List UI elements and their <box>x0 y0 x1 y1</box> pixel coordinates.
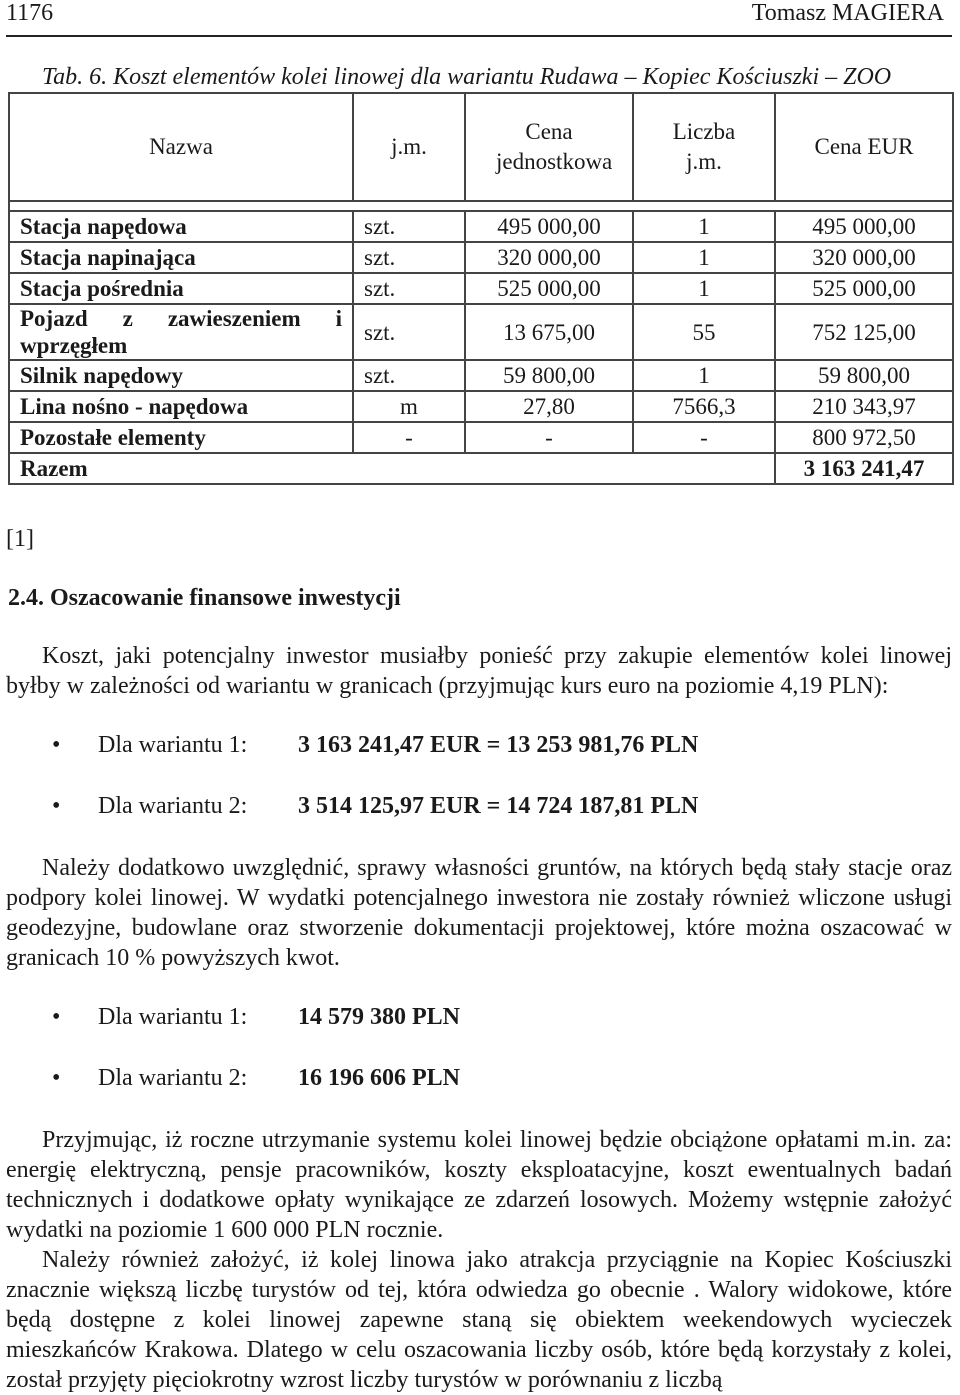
page-number: 1176 <box>6 0 54 26</box>
cell-name: Stacja napinająca <box>9 242 353 273</box>
table-row <box>9 273 953 304</box>
column-header: Cena jednostkowa <box>465 93 633 201</box>
total-value: 3 163 241,47 <box>775 453 953 484</box>
cell-name: Silnik napędowy <box>9 360 353 391</box>
cell-unit: szt. <box>353 242 465 273</box>
cell-unit: - <box>353 422 465 453</box>
bullet-label: Dla wariantu 2: <box>98 1065 248 1091</box>
bullet-label: Dla wariantu 1: <box>98 1004 248 1030</box>
bullet-value: 3 514 125,97 EUR = 14 724 187,81 PLN <box>298 793 699 819</box>
cell-quantity: 1 <box>633 242 775 273</box>
column-header: Nazwa <box>9 93 353 201</box>
cell-name: Pozostałe elementy <box>9 422 353 453</box>
paragraph: Przyjmując, iż roczne utrzymanie systemu kolei linowej będzie obciążone opłatami m.in. za: energię elektryczną, pensje pracowników, koszty eksploatacyjne, koszt ewentualnych badań technicznych i dodatkowe opłaty wynikające ze zdarzeń losowych. Możemy wstępnie założyć wydatki na poziomie 1 600 000 PLN rocznie. <box>6 1127 952 1243</box>
cell-price-eur: 320 000,00 <box>775 242 953 273</box>
column-header: Liczba j.m. <box>633 93 775 201</box>
cell-price-eur: 59 800,00 <box>775 360 953 391</box>
table-separator <box>9 201 953 211</box>
table-caption: Tab. 6. Koszt elementów kolei linowej dla wariantu Rudawa – Kopiec Kościuszki – ZOO <box>42 64 892 90</box>
cell-quantity: 1 <box>633 211 775 242</box>
header-rule <box>6 35 952 37</box>
running-header-author: Tomasz MAGIERA <box>751 0 944 26</box>
bullet-icon: • <box>52 793 61 819</box>
section-title: Oszacowanie finansowe inwestycji <box>50 585 401 611</box>
table-row <box>9 242 953 273</box>
bullet-value: 14 579 380 PLN <box>298 1004 460 1030</box>
cell-unit-price: - <box>465 422 633 453</box>
bullet-icon: • <box>52 732 61 758</box>
paragraph: Należy również założyć, iż kolej linowa jako atrakcja przyciągnie na Kopiec Kościuszki znacznie większą liczbę turystów od tej, która odwiedza go obecnie . Walory widokowe, które będą dostępne z kolei linowej zapewne staną się obiektem weekendowych wycieczek mieszkańców Krakowa. Dlatego w celu oszacowania liczby osób, które będą korzystały z kolei, został przyjęty pięciokrotny wzrost liczby turystów w porównaniu z liczbą <box>6 1247 952 1393</box>
cell-name <box>9 304 353 360</box>
cell-unit-price: 495 000,00 <box>465 211 633 242</box>
paragraph: Należy dodatkowo uwzględnić, sprawy własności gruntów, na których będą stały stacje oraz podpory kolei linowej. W wydatki potencjalnego inwestora nie zostały również wliczone usługi geodezyjne, budowlane oraz stworzenie dokumentacji projektowej, które można oszacować w granicach 10 % powyższych kwot. <box>6 855 952 971</box>
cell-unit-price: 525 000,00 <box>465 273 633 304</box>
cell-price-eur: 752 125,00 <box>775 304 953 360</box>
cell-name: Lina nośno - napędowa <box>9 391 353 422</box>
cell-unit-price: 27,80 <box>465 391 633 422</box>
cell-unit: szt. <box>353 273 465 304</box>
table-total-row <box>9 453 953 484</box>
table-row <box>9 391 953 422</box>
cost-table <box>8 92 954 485</box>
cell-unit-price: 13 675,00 <box>465 304 633 360</box>
total-label: Razem <box>9 453 775 484</box>
cell-quantity: 55 <box>633 304 775 360</box>
cell-quantity: 1 <box>633 360 775 391</box>
table-row <box>9 422 953 453</box>
cell-name-text: Pojazd z zawieszeniem i wprzęgłem <box>20 306 342 358</box>
bullet-label: Dla wariantu 2: <box>98 793 248 819</box>
cell-price-eur: 495 000,00 <box>775 211 953 242</box>
cell-unit: szt. <box>353 211 465 242</box>
cell-price-eur: 800 972,50 <box>775 422 953 453</box>
cell-quantity: - <box>633 422 775 453</box>
table-row <box>9 211 953 242</box>
section-heading <box>8 585 401 612</box>
bullet-value: 16 196 606 PLN <box>298 1065 460 1091</box>
cell-unit-price: 320 000,00 <box>465 242 633 273</box>
bullet-icon: • <box>52 1065 61 1091</box>
cell-quantity: 1 <box>633 273 775 304</box>
table-row <box>9 360 953 391</box>
cell-unit-price: 59 800,00 <box>465 360 633 391</box>
table-reference: [1] <box>6 526 34 552</box>
column-header: Cena EUR <box>775 93 953 201</box>
bullet-label: Dla wariantu 1: <box>98 732 248 758</box>
table-row <box>9 304 953 360</box>
cell-name: Stacja pośrednia <box>9 273 353 304</box>
paragraph: Koszt, jaki potencjalny inwestor musiałby ponieść przy zakupie elementów kolei linowej byłby w zależności od wariantu w granicach (przyjmując kurs euro na poziomie 4,19 PLN): <box>6 643 952 699</box>
cell-name: Stacja napędowa <box>9 211 353 242</box>
section-number: 2.4. <box>8 585 44 611</box>
cell-price-eur: 210 343,97 <box>775 391 953 422</box>
cell-unit: m <box>353 391 465 422</box>
bullet-icon: • <box>52 1004 61 1030</box>
cell-unit: szt. <box>353 360 465 391</box>
cell-price-eur: 525 000,00 <box>775 273 953 304</box>
column-header: j.m. <box>353 93 465 201</box>
bullet-value: 3 163 241,47 EUR = 13 253 981,76 PLN <box>298 732 699 758</box>
table-header-row <box>9 93 953 201</box>
cell-quantity: 7566,3 <box>633 391 775 422</box>
cell-unit: szt. <box>353 304 465 360</box>
